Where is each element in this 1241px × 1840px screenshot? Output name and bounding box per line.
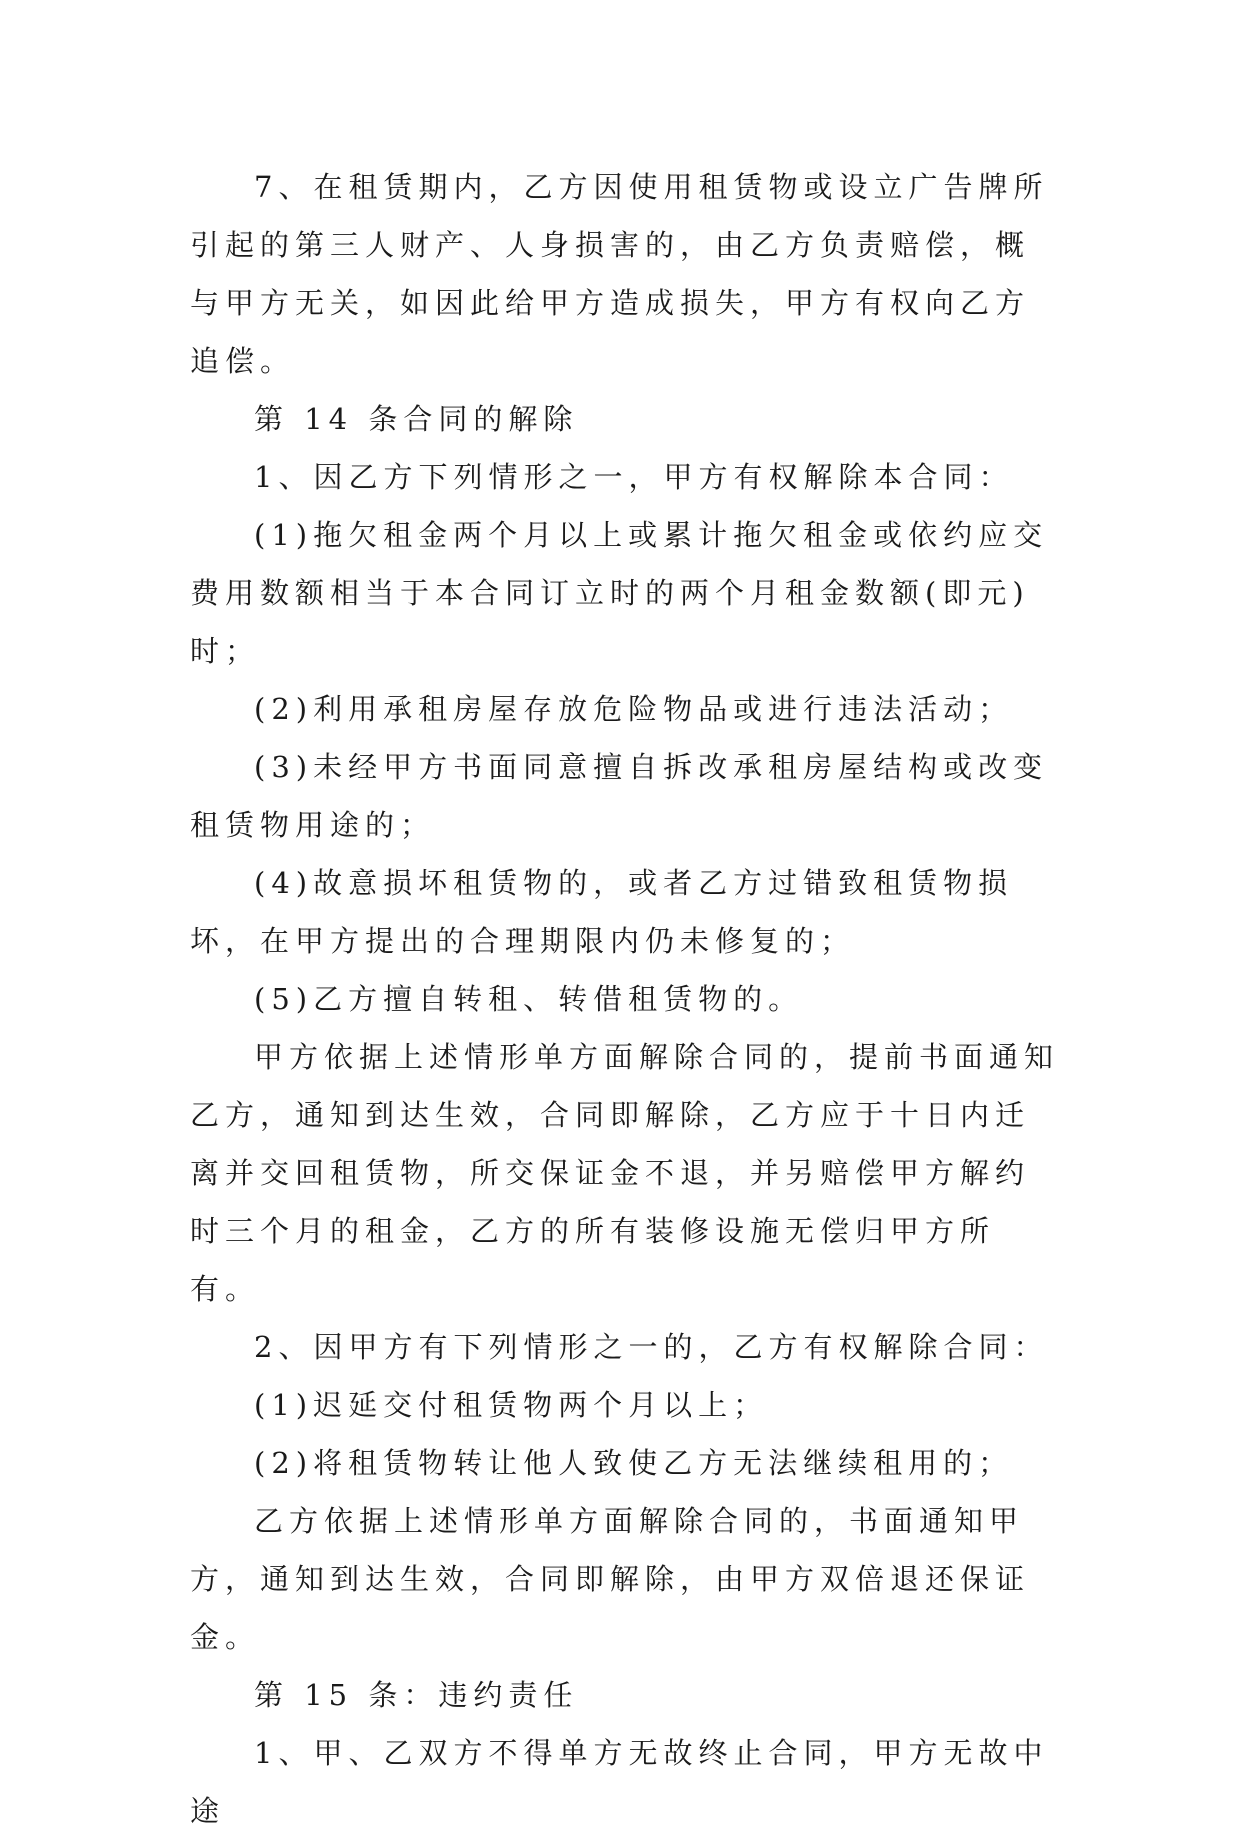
paragraph-item-5-sublease: (5)乙方擅自转租、转借租赁物的。	[254, 982, 804, 1016]
paragraph-item-4-damage: (4)故意损坏租赁物的，或者乙方过错致租赁物损坏，在甲方提出的合理期限内仍未修复的；	[190, 866, 1014, 958]
paragraph-clause-7: 7、在租赁期内，乙方因使用租赁物或设立广告牌所引起的第三人财产、人身损害的，由乙方负责赔偿，概与甲方无关，如因此给甲方造成损失，甲方有权向乙方追偿。	[190, 170, 1049, 378]
paragraph-item-1-late-delivery: (1)迟延交付租赁物两个月以上；	[254, 1388, 769, 1422]
paragraph-breach-clause-1: 1、甲、乙双方不得单方无故终止合同，甲方无故中途	[190, 1736, 1049, 1828]
paragraph-item-1-rent-arrears: (1)拖欠租金两个月以上或累计拖欠租金或依约应交费用数额相当于本合同订立时的两个月租金数额(即元)时；	[190, 518, 1049, 668]
paragraph-party-b-termination-terms: 乙方依据上述情形单方面解除合同的，书面通知甲方，通知到达生效，合同即解除，由甲方双倍退还保证金。	[190, 1504, 1031, 1654]
paragraph-termination-by-party-a: 1、因乙方下列情形之一，甲方有权解除本合同：	[254, 460, 1014, 494]
paragraph-termination-by-party-b: 2、因甲方有下列情形之一的，乙方有权解除合同：	[254, 1330, 1049, 1364]
heading-article-15: 第 15 条：违约责任	[254, 1678, 579, 1712]
document-body	[190, 158, 1060, 1840]
heading-article-14: 第 14 条合同的解除	[254, 402, 579, 436]
paragraph-party-a-termination-terms: 甲方依据上述情形单方面解除合同的，提前书面通知乙方，通知到达生效，合同即解除，乙方应于十日内迁离并交回租赁物，所交保证金不退，并另赔偿甲方解约时三个月的租金，乙方的所有装修设施无偿归甲方所有。	[190, 1040, 1060, 1306]
paragraph-item-2-dangerous-goods: (2)利用承租房屋存放危险物品或进行违法活动；	[254, 692, 1014, 726]
paragraph-item-2-transfer: (2)将租赁物转让他人致使乙方无法继续租用的；	[254, 1446, 1014, 1480]
paragraph-item-3-structural-change: (3)未经甲方书面同意擅自拆改承租房屋结构或改变租赁物用途的；	[190, 750, 1049, 842]
